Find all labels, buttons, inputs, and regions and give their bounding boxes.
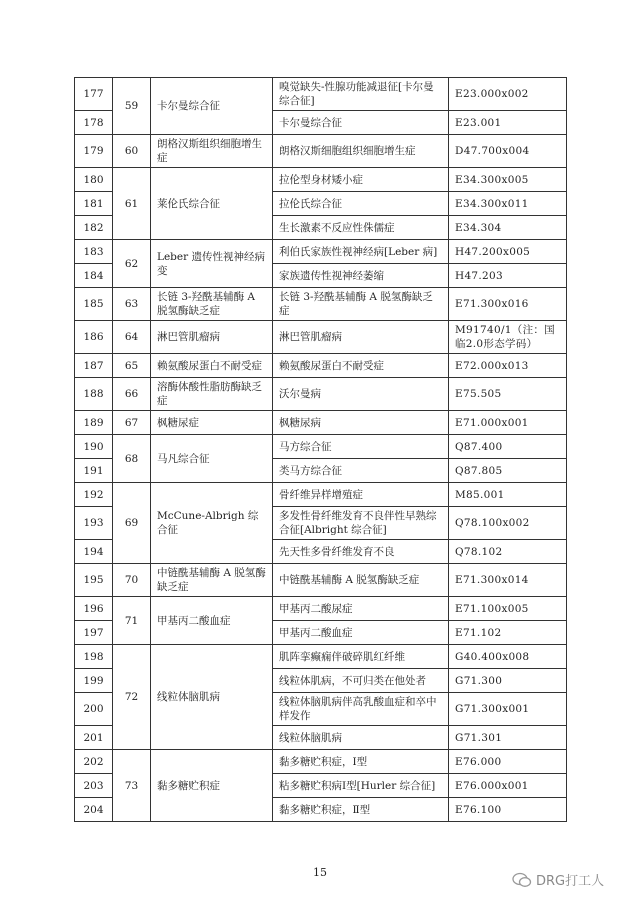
- group-number: 65: [113, 354, 151, 378]
- group-number: 63: [113, 288, 151, 321]
- diagnosis-name: 沃尔曼病: [273, 378, 449, 411]
- diagnosis-name: 粘多糖贮积病Ⅰ型[Hurler 综合征]: [273, 774, 449, 798]
- row-number: 184: [75, 264, 113, 288]
- group-disease-name: 线粒体脑肌病: [151, 645, 273, 750]
- row-number: 190: [75, 435, 113, 459]
- diagnosis-code: Q87.400: [449, 435, 567, 459]
- row-number: 202: [75, 750, 113, 774]
- diagnosis-code: H47.203: [449, 264, 567, 288]
- group-number: 70: [113, 564, 151, 597]
- table-row: [75, 135, 567, 168]
- row-number: 197: [75, 621, 113, 645]
- group-disease-name: 甲基丙二酸血症: [151, 597, 273, 645]
- row-number: 189: [75, 411, 113, 435]
- diagnosis-name: 黏多糖贮积症，Ⅱ型: [273, 798, 449, 822]
- table-row: [75, 288, 567, 321]
- diagnosis-code: E76.000x001: [449, 774, 567, 798]
- diagnosis-name: 长链 3-羟酰基辅酶 A 脱氢酶缺乏症: [273, 288, 449, 321]
- diagnosis-name: 拉伦型身材矮小症: [273, 168, 449, 192]
- row-number: 198: [75, 645, 113, 669]
- diagnosis-code: E71.100x005: [449, 597, 567, 621]
- diagnosis-name: 线粒体脑肌病: [273, 726, 449, 750]
- diagnosis-code: M91740/1（注：国临2.0形态学码）: [449, 321, 567, 354]
- table-row: [75, 78, 567, 111]
- group-disease-name: 淋巴管肌瘤病: [151, 321, 273, 354]
- wechat-icon: [512, 872, 532, 888]
- diagnosis-code: E34.304: [449, 216, 567, 240]
- group-disease-name: 赖氨酸尿蛋白不耐受症: [151, 354, 273, 378]
- diagnosis-name: 甲基丙二酸尿症: [273, 597, 449, 621]
- group-number: 59: [113, 78, 151, 135]
- table-row: [75, 645, 567, 669]
- row-number: 192: [75, 483, 113, 507]
- table-row: [75, 321, 567, 354]
- row-number: 177: [75, 78, 113, 111]
- row-number: 185: [75, 288, 113, 321]
- table-row: [75, 240, 567, 264]
- table-row: [75, 597, 567, 621]
- table-row: [75, 168, 567, 192]
- disease-code-table: [74, 77, 567, 822]
- diagnosis-name: 线粒体肌病，不可归类在他处者: [273, 669, 449, 693]
- row-number: 200: [75, 693, 113, 726]
- group-disease-name: 黏多糖贮积症: [151, 750, 273, 822]
- diagnosis-code: M85.001: [449, 483, 567, 507]
- diagnosis-name: 利伯氏家族性视神经病[Leber 病]: [273, 240, 449, 264]
- group-disease-name: 溶酶体酸性脂肪酶缺乏症: [151, 378, 273, 411]
- group-number: 71: [113, 597, 151, 645]
- row-number: 181: [75, 192, 113, 216]
- diagnosis-name: 拉伦氏综合征: [273, 192, 449, 216]
- diagnosis-name: 马方综合征: [273, 435, 449, 459]
- row-number: 204: [75, 798, 113, 822]
- group-number: 61: [113, 168, 151, 240]
- group-number: 67: [113, 411, 151, 435]
- row-number: 188: [75, 378, 113, 411]
- row-number: 203: [75, 774, 113, 798]
- diagnosis-code: E72.000x013: [449, 354, 567, 378]
- group-number: 72: [113, 645, 151, 750]
- diagnosis-code: Q87.805: [449, 459, 567, 483]
- diagnosis-code: E23.000x002: [449, 78, 567, 111]
- diagnosis-name: 先天性多骨纤维发育不良: [273, 540, 449, 564]
- group-number: 68: [113, 435, 151, 483]
- group-disease-name: 朗格汉斯组织细胞增生症: [151, 135, 273, 168]
- row-number: 180: [75, 168, 113, 192]
- group-disease-name: 中链酰基辅酶 A 脱氢酶缺乏症: [151, 564, 273, 597]
- diagnosis-code: E75.505: [449, 378, 567, 411]
- diagnosis-name: 赖氨酸尿蛋白不耐受症: [273, 354, 449, 378]
- diagnosis-code: E71.300x016: [449, 288, 567, 321]
- diagnosis-code: H47.200x005: [449, 240, 567, 264]
- row-number: 183: [75, 240, 113, 264]
- row-number: 195: [75, 564, 113, 597]
- table-row: [75, 354, 567, 378]
- diagnosis-name: 枫糖尿病: [273, 411, 449, 435]
- row-number: 194: [75, 540, 113, 564]
- diagnosis-code: E34.300x005: [449, 168, 567, 192]
- diagnosis-code: G71.301: [449, 726, 567, 750]
- row-number: 196: [75, 597, 113, 621]
- diagnosis-name: 肌阵挛癫痫伴破碎肌红纤维: [273, 645, 449, 669]
- group-disease-name: Leber 遗传性视神经病变: [151, 240, 273, 288]
- diagnosis-name: 嗅觉缺失-性腺功能减退征[卡尔曼综合征]: [273, 78, 449, 111]
- table-row: [75, 564, 567, 597]
- diagnosis-code: E71.000x001: [449, 411, 567, 435]
- group-disease-name: McCune-Albrigh 综合征: [151, 483, 273, 564]
- watermark-text: DRG打工人: [536, 874, 605, 889]
- diagnosis-code: G71.300: [449, 669, 567, 693]
- diagnosis-name: 淋巴管肌瘤病: [273, 321, 449, 354]
- diagnosis-code: E71.102: [449, 621, 567, 645]
- row-number: 199: [75, 669, 113, 693]
- diagnosis-name: 生长激素不反应性侏儒症: [273, 216, 449, 240]
- group-disease-name: 莱伦氏综合征: [151, 168, 273, 240]
- group-disease-name: 长链 3-羟酰基辅酶 A 脱氢酶缺乏症: [151, 288, 273, 321]
- group-number: 69: [113, 483, 151, 564]
- diagnosis-name: 类马方综合征: [273, 459, 449, 483]
- diagnosis-code: E76.100: [449, 798, 567, 822]
- group-disease-name: 枫糖尿症: [151, 411, 273, 435]
- diagnosis-name: 骨纤维异样增殖症: [273, 483, 449, 507]
- group-number: 73: [113, 750, 151, 822]
- table-row: [75, 750, 567, 774]
- diagnosis-name: 卡尔曼综合征: [273, 111, 449, 135]
- diagnosis-code: E34.300x011: [449, 192, 567, 216]
- diagnosis-name: 中链酰基辅酶 A 脱氢酶缺乏症: [273, 564, 449, 597]
- diagnosis-name: 黏多糖贮积症，Ⅰ型: [273, 750, 449, 774]
- table-row: [75, 378, 567, 411]
- row-number: 179: [75, 135, 113, 168]
- diagnosis-code: G71.300x001: [449, 693, 567, 726]
- group-number: 60: [113, 135, 151, 168]
- row-number: 193: [75, 507, 113, 540]
- row-number: 186: [75, 321, 113, 354]
- row-number: 182: [75, 216, 113, 240]
- group-number: 62: [113, 240, 151, 288]
- diagnosis-name: 朗格汉斯细胞组织细胞增生症: [273, 135, 449, 168]
- watermark: [512, 870, 604, 889]
- diagnosis-name: 家族遗传性视神经萎缩: [273, 264, 449, 288]
- diagnosis-name: 甲基丙二酸血症: [273, 621, 449, 645]
- table-row: [75, 435, 567, 459]
- diagnosis-code: E23.001: [449, 111, 567, 135]
- row-number: 187: [75, 354, 113, 378]
- row-number: 178: [75, 111, 113, 135]
- group-disease-name: 卡尔曼综合征: [151, 78, 273, 135]
- diagnosis-code: Q78.100x002: [449, 507, 567, 540]
- table-row: [75, 411, 567, 435]
- page-number: 15: [313, 866, 327, 879]
- group-number: 66: [113, 378, 151, 411]
- row-number: 191: [75, 459, 113, 483]
- diagnosis-code: D47.700x004: [449, 135, 567, 168]
- diagnosis-name: 线粒体脑肌病伴高乳酸血症和卒中样发作: [273, 693, 449, 726]
- diagnosis-code: Q78.102: [449, 540, 567, 564]
- diagnosis-code: E71.300x014: [449, 564, 567, 597]
- diagnosis-code: G40.400x008: [449, 645, 567, 669]
- diagnosis-name: 多发性骨纤维发育不良伴性早熟综合征[Albright 综合征]: [273, 507, 449, 540]
- group-number: 64: [113, 321, 151, 354]
- group-disease-name: 马凡综合征: [151, 435, 273, 483]
- table-row: [75, 483, 567, 507]
- row-number: 201: [75, 726, 113, 750]
- diagnosis-code: E76.000: [449, 750, 567, 774]
